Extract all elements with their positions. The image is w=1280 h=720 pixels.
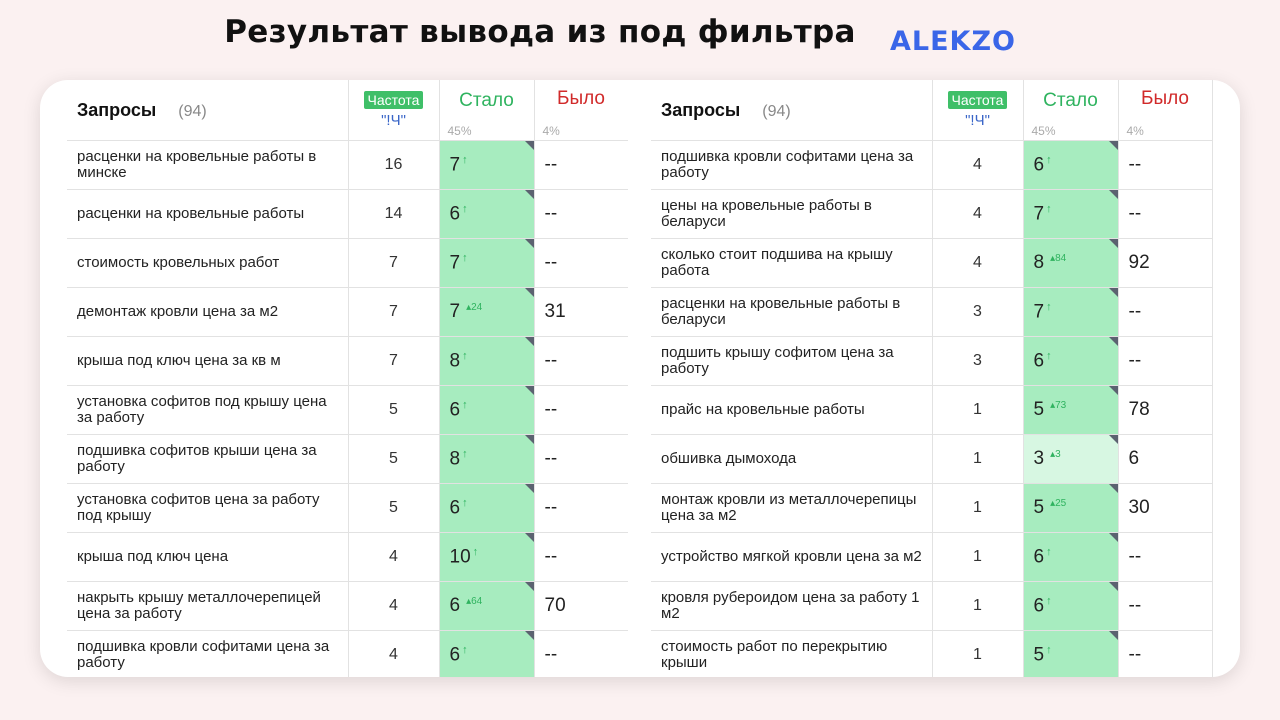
table-row <box>67 141 628 190</box>
frequency-cell: 1 <box>932 386 1023 435</box>
position-delta: ▴24 <box>466 301 483 313</box>
now-position-cell <box>1023 190 1118 239</box>
was-position-cell: 30 <box>1118 484 1212 533</box>
corner-marker-icon <box>1109 141 1118 150</box>
frequency-cell: 3 <box>932 337 1023 386</box>
now-position-value: 6 <box>449 644 461 666</box>
corner-marker-icon <box>1109 239 1118 248</box>
frequency-cell: 4 <box>932 141 1023 190</box>
now-position-cell <box>439 141 534 190</box>
position-delta: ▴3 <box>1050 448 1061 460</box>
query-cell: монтаж кровли из металлочерепицы цена за м2 <box>651 484 932 533</box>
header-now <box>1023 80 1118 141</box>
up-arrow-icon: ↑ <box>1046 300 1052 313</box>
now-position-value: 7 <box>449 301 461 322</box>
was-percent: 4% <box>1126 124 1144 138</box>
query-cell: расценки на кровельные работы <box>67 190 348 239</box>
corner-marker-icon <box>1109 631 1118 640</box>
now-position-value: 8 <box>449 350 461 372</box>
was-position-cell: -- <box>534 386 628 435</box>
now-position-cell <box>1023 386 1118 435</box>
table-row <box>651 288 1212 337</box>
now-position-cell <box>439 484 534 533</box>
queries-count: (94) <box>762 102 791 120</box>
was-position-cell: -- <box>534 435 628 484</box>
query-cell: кровля рубероидом цена за работу 1 м2 <box>651 582 932 631</box>
query-cell: установка софитов цена за работу под крышу <box>67 484 348 533</box>
was-position-cell: -- <box>534 484 628 533</box>
was-position-cell: 70 <box>534 582 628 631</box>
frequency-badge: Частота <box>948 91 1008 109</box>
up-arrow-icon: ↑ <box>462 643 468 656</box>
was-position-cell: 31 <box>534 288 628 337</box>
header-frequency <box>932 80 1023 141</box>
table-row <box>651 533 1212 582</box>
table-row <box>67 484 628 533</box>
table-header-row <box>651 80 1212 141</box>
right-results-table <box>651 80 1213 677</box>
up-arrow-icon: ↑ <box>1046 545 1052 558</box>
table-row <box>651 337 1212 386</box>
now-position-cell <box>439 435 534 484</box>
table-row <box>67 239 628 288</box>
now-position-value: 7 <box>1033 301 1045 323</box>
was-position-cell: 78 <box>1118 386 1212 435</box>
now-position-cell <box>1023 533 1118 582</box>
frequency-cell: 1 <box>932 533 1023 582</box>
was-position-cell: -- <box>1118 631 1212 678</box>
query-cell: цены на кровельные работы в беларуси <box>651 190 932 239</box>
frequency-cell: 1 <box>932 631 1023 678</box>
now-position-value: 8 <box>449 448 461 470</box>
frequency-cell: 1 <box>932 435 1023 484</box>
up-arrow-icon: ↑ <box>462 447 468 460</box>
position-delta: ▴84 <box>1050 252 1067 264</box>
table-row <box>651 141 1212 190</box>
was-position-cell: -- <box>534 141 628 190</box>
now-position-value: 7 <box>449 154 461 176</box>
now-position-value: 3 <box>1033 448 1045 469</box>
was-position-cell: -- <box>1118 190 1212 239</box>
now-position-cell <box>439 533 534 582</box>
was-position-cell: -- <box>534 239 628 288</box>
query-cell: стоимость работ по перекрытию крыши <box>651 631 932 678</box>
table-row <box>651 239 1212 288</box>
table-row <box>651 386 1212 435</box>
frequency-cell: 14 <box>348 190 439 239</box>
up-arrow-icon: ↑ <box>462 153 468 166</box>
query-cell: подшивка кровли софитами цена за работу <box>67 631 348 678</box>
now-position-cell <box>1023 239 1118 288</box>
now-position-value: 8 <box>1033 252 1045 273</box>
position-delta: ▴73 <box>1050 399 1067 411</box>
frequency-cell: 4 <box>932 239 1023 288</box>
header-queries <box>651 80 932 141</box>
corner-marker-icon <box>1109 484 1118 493</box>
query-cell: крыша под ключ цена за кв м <box>67 337 348 386</box>
table-row <box>67 631 628 678</box>
now-position-cell <box>439 582 534 631</box>
now-position-cell <box>439 386 534 435</box>
frequency-cell: 5 <box>348 435 439 484</box>
table-row <box>651 190 1212 239</box>
now-position-cell <box>1023 631 1118 678</box>
corner-marker-icon <box>525 288 534 297</box>
query-cell: подшивка кровли софитами цена за работу <box>651 141 932 190</box>
was-position-cell: -- <box>534 190 628 239</box>
now-position-cell <box>439 337 534 386</box>
corner-marker-icon <box>1109 190 1118 199</box>
corner-marker-icon <box>525 239 534 248</box>
corner-marker-icon <box>1109 435 1118 444</box>
now-position-cell <box>439 288 534 337</box>
query-cell: расценки на кровельные работы в беларуси <box>651 288 932 337</box>
was-position-cell: -- <box>1118 533 1212 582</box>
query-cell: сколько стоит подшива на крышу работа <box>651 239 932 288</box>
query-cell: подшивка софитов крыши цена за работу <box>67 435 348 484</box>
up-arrow-icon: ↑ <box>1046 594 1052 607</box>
frequency-cell: 4 <box>348 533 439 582</box>
up-arrow-icon: ↑ <box>462 349 468 362</box>
frequency-sub: "!Ч" <box>381 112 406 129</box>
up-arrow-icon: ↑ <box>462 496 468 509</box>
up-arrow-icon: ↑ <box>1046 202 1052 215</box>
frequency-cell: 4 <box>348 631 439 678</box>
corner-marker-icon <box>1109 533 1118 542</box>
header-now <box>439 80 534 141</box>
frequency-cell: 7 <box>348 288 439 337</box>
now-position-value: 6 <box>449 203 461 225</box>
header-frequency <box>348 80 439 141</box>
now-position-cell <box>1023 435 1118 484</box>
queries-label: Запросы <box>661 99 741 120</box>
now-position-value: 10 <box>449 546 471 568</box>
frequency-cell: 5 <box>348 386 439 435</box>
now-position-cell <box>1023 337 1118 386</box>
was-position-cell: -- <box>1118 582 1212 631</box>
frequency-sub: "!Ч" <box>965 112 990 129</box>
now-percent: 45% <box>1031 124 1056 138</box>
was-position-cell: -- <box>534 337 628 386</box>
now-position-value: 6 <box>449 595 461 616</box>
was-position-cell: -- <box>1118 141 1212 190</box>
page-title: Результат вывода из под фильтра <box>224 14 856 50</box>
left-results-table <box>67 80 629 677</box>
was-position-cell: 92 <box>1118 239 1212 288</box>
frequency-cell: 3 <box>932 288 1023 337</box>
now-position-value: 6 <box>1033 546 1045 568</box>
now-position-cell <box>1023 288 1118 337</box>
frequency-cell: 4 <box>932 190 1023 239</box>
table-row <box>651 631 1212 678</box>
table-row <box>67 582 628 631</box>
now-position-value: 7 <box>449 252 461 274</box>
up-arrow-icon: ↑ <box>1046 643 1052 656</box>
query-cell: установка софитов под крышу цена за работу <box>67 386 348 435</box>
up-arrow-icon: ↑ <box>472 545 479 558</box>
corner-marker-icon <box>1109 337 1118 346</box>
up-arrow-icon: ↑ <box>462 398 468 411</box>
now-position-cell <box>1023 484 1118 533</box>
up-arrow-icon: ↑ <box>462 202 468 215</box>
was-label: Было <box>557 88 605 109</box>
header-queries <box>67 80 348 141</box>
table-row <box>651 435 1212 484</box>
query-cell: обшивка дымохода <box>651 435 932 484</box>
now-position-cell <box>1023 582 1118 631</box>
position-delta: ▴64 <box>466 595 483 607</box>
corner-marker-icon <box>525 631 534 640</box>
query-cell: расценки на кровельные работы в минске <box>67 141 348 190</box>
table-gap <box>628 80 650 677</box>
table-row <box>67 435 628 484</box>
query-cell: демонтаж кровли цена за м2 <box>67 288 348 337</box>
now-position-value: 6 <box>449 399 461 421</box>
table-row <box>67 337 628 386</box>
was-position-cell: -- <box>534 631 628 678</box>
was-position-cell: -- <box>1118 288 1212 337</box>
table-row <box>651 484 1212 533</box>
table-row <box>67 190 628 239</box>
corner-marker-icon <box>525 337 534 346</box>
query-cell: устройство мягкой кровли цена за м2 <box>651 533 932 582</box>
now-label: Стало <box>1043 90 1098 111</box>
up-arrow-icon: ↑ <box>1046 349 1052 362</box>
position-delta: ▴25 <box>1050 497 1067 509</box>
now-position-value: 7 <box>1033 203 1045 225</box>
now-position-value: 6 <box>1033 154 1045 176</box>
now-position-value: 6 <box>1033 350 1045 372</box>
corner-marker-icon <box>525 582 534 591</box>
up-arrow-icon: ↑ <box>1046 153 1052 166</box>
table-row <box>651 582 1212 631</box>
was-position-cell: 6 <box>1118 435 1212 484</box>
frequency-cell: 5 <box>348 484 439 533</box>
now-percent: 45% <box>447 124 472 138</box>
table-row <box>67 288 628 337</box>
now-position-value: 6 <box>1033 595 1045 617</box>
queries-label: Запросы <box>77 99 157 120</box>
corner-marker-icon <box>525 386 534 395</box>
frequency-cell: 7 <box>348 337 439 386</box>
corner-marker-icon <box>525 435 534 444</box>
query-cell: крыша под ключ цена <box>67 533 348 582</box>
was-position-cell: -- <box>1118 337 1212 386</box>
results-card <box>40 80 1240 677</box>
query-cell: подшить крышу софитом цена за работу <box>651 337 932 386</box>
corner-marker-icon <box>1109 582 1118 591</box>
now-position-cell <box>1023 141 1118 190</box>
corner-marker-icon <box>525 141 534 150</box>
header-was <box>534 80 628 141</box>
corner-marker-icon <box>1109 288 1118 297</box>
query-cell: стоимость кровельных работ <box>67 239 348 288</box>
header-was <box>1118 80 1212 141</box>
now-position-value: 6 <box>449 497 461 519</box>
now-label: Стало <box>459 90 514 111</box>
frequency-cell: 1 <box>932 484 1023 533</box>
table-header-row <box>67 80 628 141</box>
frequency-cell: 7 <box>348 239 439 288</box>
corner-marker-icon <box>525 484 534 493</box>
table-row <box>67 533 628 582</box>
now-position-cell <box>439 239 534 288</box>
frequency-cell: 4 <box>348 582 439 631</box>
corner-marker-icon <box>1109 386 1118 395</box>
now-position-value: 5 <box>1033 644 1045 666</box>
was-label: Было <box>1141 88 1189 109</box>
now-position-cell <box>439 190 534 239</box>
now-position-value: 5 <box>1033 399 1045 420</box>
queries-count: (94) <box>178 102 207 120</box>
query-cell: прайс на кровельные работы <box>651 386 932 435</box>
corner-marker-icon <box>525 533 534 542</box>
frequency-cell: 16 <box>348 141 439 190</box>
was-percent: 4% <box>542 124 560 138</box>
brand-logo: ALEKZO <box>890 26 1016 57</box>
now-position-cell <box>439 631 534 678</box>
query-cell: накрыть крышу металлочерепицей цена за работу <box>67 582 348 631</box>
corner-marker-icon <box>525 190 534 199</box>
now-position-value: 5 <box>1033 497 1045 518</box>
frequency-badge: Частота <box>364 91 424 109</box>
frequency-cell: 1 <box>932 582 1023 631</box>
up-arrow-icon: ↑ <box>462 251 468 264</box>
table-row <box>67 386 628 435</box>
was-position-cell: -- <box>534 533 628 582</box>
